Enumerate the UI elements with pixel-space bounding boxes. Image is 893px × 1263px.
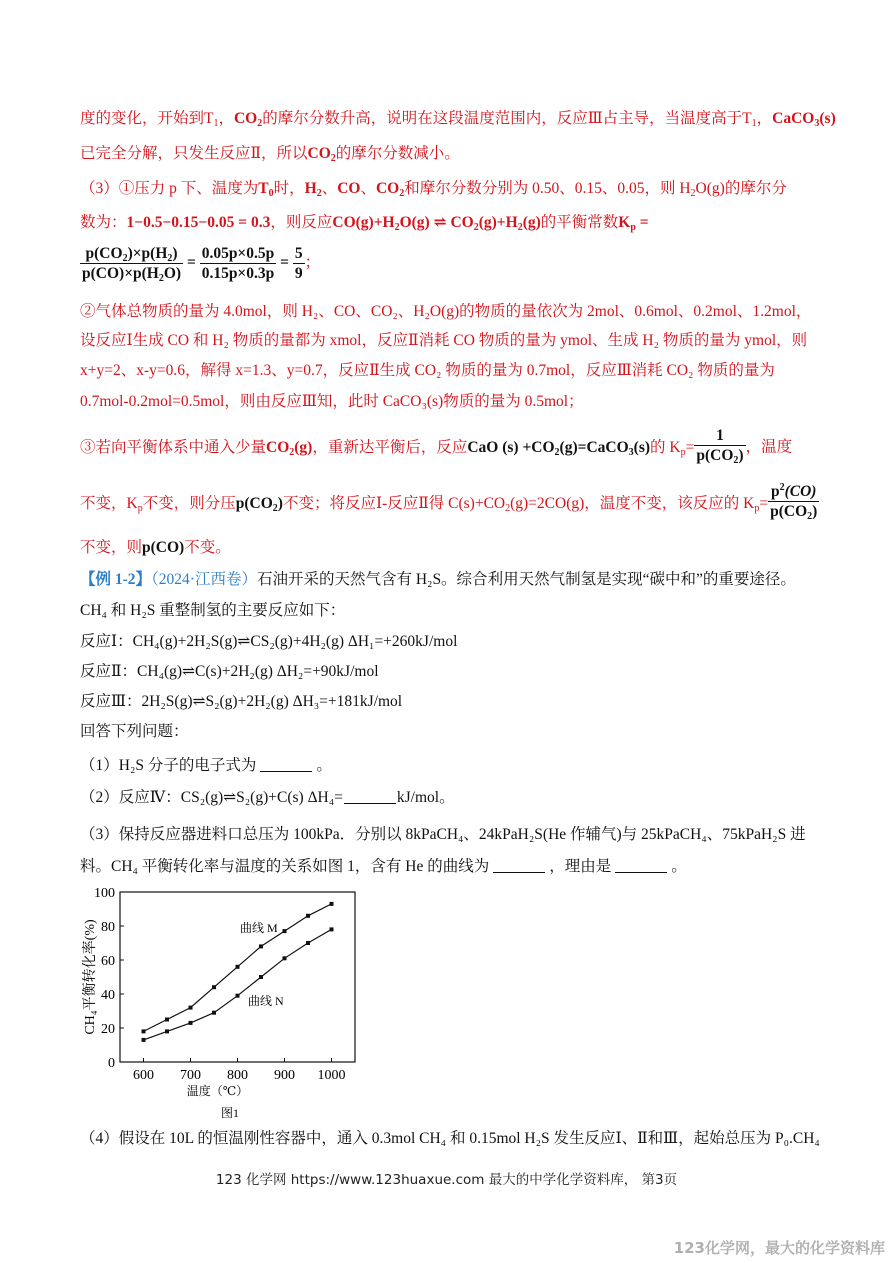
formula-co2: $CO_2$ [307, 145, 336, 164]
text: ， [756, 110, 773, 127]
data-point [236, 994, 240, 998]
answer-blank [344, 789, 396, 804]
fraction-partial-pressures: $\frac{p(CO_2)\times p(H_2)}{p(CO)\times p(H_2O)}$ [82, 245, 182, 284]
answer-prompt: 回答下列问题： [80, 723, 189, 740]
formula-caco3: CaCO$_3$(s) [772, 110, 836, 129]
answer-line-8: x+y=2、x-y=0.6，解得 x=1.3、y=0.7，反应Ⅱ生成 CO₂ 物质的量为 0.7mol，反应Ⅲ消耗 CO₂ 物质的量为 [80, 362, 775, 379]
formula-co: CO [337, 180, 361, 197]
data-point [189, 1021, 193, 1025]
data-point [236, 965, 240, 969]
answer-line-2: 已完全分解，只发生反应Ⅱ，所以$CO_2$的摩尔分数减小。 [80, 145, 460, 164]
page-footer: 123 化学网 https://www.123huaxue.com 最大的中学化学资料库， 第3页 [215, 1172, 678, 1188]
equals: = [280, 254, 289, 272]
series-label-N: 曲线 N [248, 994, 284, 1008]
formula-co2: $CO_2$ [375, 180, 405, 199]
data-point [283, 929, 287, 933]
formula-t0: $T_0$ [258, 180, 274, 199]
answer-line-6: ②气体总物质的量为 4.0mol，则 H₂、CO、CO₂、H₂O(g)的物质的量依次为 2mol、0.6mol、0.2mol、1.2mol， [80, 303, 812, 320]
formula-co2: $CO_2$ [233, 110, 263, 129]
reaction-3: 反应Ⅲ：2H₂S(g)⇌S₂(g)+2H₂(g) ΔH₃=+181kJ/mol [80, 693, 403, 710]
watermark: 123化学网，最大的化学资料库 [673, 1239, 885, 1257]
reaction-2: 反应Ⅱ：CH₄(g)⇌C(s)+2H₂(g) ΔH₂=+90kJ/mol [80, 663, 379, 680]
answer-blank [615, 858, 667, 873]
y-tick-label: 20 [101, 1022, 115, 1037]
fraction-kp-caco3: $\frac{1}{p(CO_2)}$ [696, 427, 744, 466]
question-4: （4）假设在 10L 的恒温刚性容器中，通入 0.3mol CH₄ 和 0.15mol H₂S 发生反应Ⅰ、Ⅱ和Ⅲ，起始总压为 P₀.CH₄ [80, 1130, 820, 1147]
answer-line-9: 0.7mol-0.2mol=0.5mol，则由反应Ⅲ知，此时 CaCO₃(s)物质的量为 0.5mol； [80, 393, 584, 410]
data-point [142, 1029, 146, 1033]
y-tick-label: 60 [101, 954, 115, 969]
answer-line-4: 数为：1−0.5−0.15−0.05 = 0.3，则反应$CO(g)+H_2O(g)$ ⇌ $CO_2(g)+H_2(g)$的平衡常数$K_p$ = [80, 214, 649, 233]
data-point [306, 941, 310, 945]
x-tick-label: 1000 [317, 1068, 346, 1083]
answer-line-3: （3）①压力 p 下、温度为$T_0$时，$H_2$、CO、$CO_2$和摩尔分数分别为 0.50、0.15、0.05，则 $H_2O(g)$的摩尔分 [80, 180, 787, 199]
reaction-equation: $CO(g)+H_2O(g)$ ⇌ $CO_2(g)+H_2(g)$ [332, 214, 541, 233]
question-3-line-1: （3）保持反应器进料口总压为 100kPa．分别以 8kPaCH₄、24kPaH₂S(He 作辅气)与 25kPaCH₄、75kPaH₂S 进 [80, 826, 806, 843]
series-label-M: 曲线 M [240, 921, 278, 935]
question-intro: CH₄ 和 H₂S 重整制氢的主要反应如下： [80, 602, 346, 619]
y-tick-label: 100 [94, 886, 115, 901]
plot-frame [120, 892, 355, 1062]
fraction-result: $\frac{5}{9}$ [294, 245, 303, 282]
data-point [306, 914, 310, 918]
y-tick-label: 0 [108, 1056, 115, 1071]
x-tick-label: 700 [180, 1068, 201, 1083]
y-tick-label: 40 [101, 988, 115, 1003]
x-axis-label: 温度（℃） [186, 1084, 249, 1098]
conversion-chart [78, 880, 378, 1125]
data-point [142, 1038, 146, 1042]
subscript: 1 [751, 118, 757, 129]
reaction-1: 反应Ⅰ：CH₄(g)+2H₂S(g)⇌CS₂(g)+4H₂(g) ΔH₁=+260kJ/mol [80, 633, 458, 650]
answer-blank [493, 858, 545, 873]
question-3-line-2: 料。CH₄ 平衡转化率与温度的关系如图 1，含有 He 的曲线为 ，理由是 。 [80, 858, 687, 875]
formula-h2: $H_2$ [304, 180, 322, 199]
subscript: 1 [213, 118, 219, 129]
data-point [212, 1011, 216, 1015]
answer-blank [260, 757, 312, 772]
y-tick-label: 80 [101, 920, 115, 935]
calculation: 1−0.5−0.15−0.05 = 0.3 [126, 214, 271, 231]
formula-kp: $K_p$ = [618, 214, 649, 233]
data-point [259, 944, 263, 948]
answer-line-1 [80, 108, 836, 130]
example-source: （2024·江西卷） [151, 571, 257, 588]
example-heading [80, 569, 796, 591]
data-point [165, 1018, 169, 1022]
series-line-N [144, 929, 332, 1040]
fraction-kp-co: $\frac{p^2(CO)}{p(CO_2)}$ [770, 482, 818, 522]
x-tick-label: 800 [227, 1068, 248, 1083]
data-point [189, 1006, 193, 1010]
data-point [283, 956, 287, 960]
text: ， [218, 110, 234, 127]
answer-line-11: 不变，$K_p$不变，则分压$p(CO_2)$不变；将反应Ⅰ-反应Ⅱ得 $C(s)+CO_2(g)=2CO(g)$，温度不变，该反应的 $K_p=$ $\frac{p^2(CO)}{p(CO_2)}$ [80, 482, 818, 522]
text: 度的变化，开始到T [80, 110, 214, 127]
data-point [259, 975, 263, 979]
figure-caption: 图1 [220, 1106, 240, 1120]
answer-line-7: 设反应Ⅰ生成 CO 和 H₂ 物质的量都为 xmol，反应Ⅱ消耗 CO 物质的量为 ymol、生成 H₂ 物质的量为 ymol，则 [80, 332, 808, 349]
data-point [330, 927, 334, 931]
y-axis-label: CH₄平衡转化率(%) [83, 919, 98, 1035]
answer-line-10: ③若向平衡体系中通入少量$CO_2(g)$，重新达平衡后，反应CaO $(s) +CO_2(g)=CaCO_3(s)$的 $K_p=$ $\frac{1}{p(CO_2)}$ ，温度 [80, 427, 793, 466]
data-point [165, 1029, 169, 1033]
x-tick-label: 900 [274, 1068, 295, 1083]
kp-expression: $\frac{p(CO_2)\times p(H_2)}{p(CO)\times p(H_2O)}$ = $\frac{0.05p\times 0.5p}{0.15p\times 0.3p}$ = $\frac{5}{9}$ ； [82, 245, 321, 284]
example-text: 石油开采的天然气含有 H₂S。综合利用天然气制氢是实现“碳中和”的重要途径。 [256, 571, 796, 588]
data-point [212, 985, 216, 989]
example-tag: 【例 1-2】 [80, 571, 152, 588]
data-point [330, 902, 334, 906]
equals: = [186, 254, 196, 272]
question-1: （1）H₂S 分子的电子式为 。 [80, 757, 332, 774]
text: 的摩尔分数升高，说明在这段温度范围内，反应Ⅲ占主导，当温度高于T [262, 110, 752, 127]
answer-line-12: 不变，则p(CO)不变。 [80, 539, 231, 556]
question-2: （2）反应Ⅳ：CS₂(g)⇌S₂(g)+C(s) ΔH₄= kJ/mol。 [80, 789, 455, 806]
fraction-values: $\frac{0.05p\times 0.5p}{0.15p\times 0.3p}$ [201, 245, 275, 282]
x-tick-label: 600 [133, 1068, 154, 1083]
